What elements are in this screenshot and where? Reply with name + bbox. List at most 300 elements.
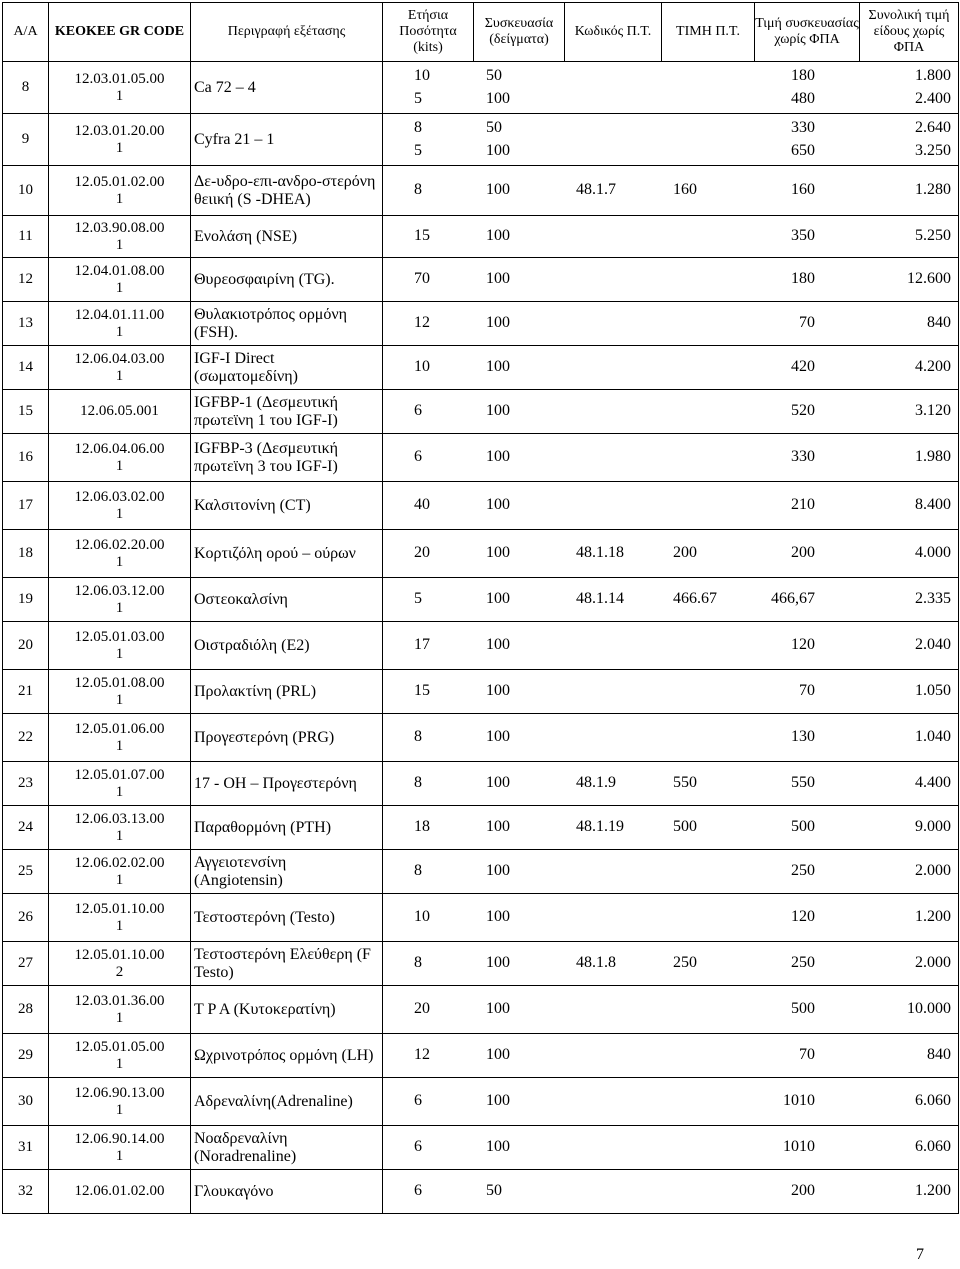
package-size: 100 (486, 682, 510, 699)
value-line (386, 140, 955, 163)
annual-quantity: 8 (414, 728, 422, 745)
row-code-main: 12.06.04.06.00 (74, 440, 165, 457)
package-price: 650 (791, 141, 815, 159)
package-size: 100 (486, 181, 510, 198)
row-code-suffix: 1 (115, 691, 124, 708)
package-price: 420 (791, 358, 815, 375)
row-number: 28 (3, 986, 49, 1034)
total-price: 2.000 (915, 954, 951, 971)
row-code (49, 894, 191, 942)
row-code-suffix: 2 (115, 963, 124, 980)
annual-quantity: 15 (414, 227, 430, 244)
row-values (383, 390, 959, 434)
row-description: Τεστοστερόνη Ελεύθερη (F Testo) (191, 942, 383, 986)
header-total: Συνολική τιμή είδους χωρίς ΦΠΑ (868, 8, 950, 55)
annual-quantity: 8 (414, 181, 422, 198)
package-price: 130 (791, 728, 815, 745)
header-aa: Α/Α (3, 3, 49, 62)
row-number: 19 (3, 578, 49, 622)
value-line (386, 1180, 955, 1203)
row-code-suffix: 1 (115, 1147, 124, 1164)
row-code-suffix: 1 (115, 139, 124, 156)
value-line (386, 356, 955, 379)
annual-quantity: 8 (414, 862, 422, 879)
table-row (3, 894, 959, 942)
row-code-main: 12.05.01.10.00 (74, 946, 165, 963)
total-price: 3.250 (915, 141, 951, 159)
annual-quantity: 6 (414, 402, 422, 419)
row-code-suffix: 1 (115, 737, 124, 754)
row-values (383, 258, 959, 302)
row-code-suffix: 1 (115, 457, 124, 474)
pt-price: 250 (673, 954, 697, 971)
header-price: ΤΙΜΗ Π.Τ. (662, 3, 755, 61)
package-price: 180 (791, 270, 815, 287)
package-size: 100 (486, 1000, 510, 1017)
pt-code: 48.1.8 (576, 954, 616, 971)
package-price: 466,67 (771, 590, 815, 607)
pt-price: 466.67 (673, 590, 717, 607)
row-description: Παραθορμόνη (PTH) (191, 806, 383, 850)
row-number: 23 (3, 762, 49, 806)
total-price: 6.060 (915, 1092, 951, 1109)
row-number: 24 (3, 806, 49, 850)
row-code (49, 302, 191, 346)
package-size: 100 (486, 141, 510, 159)
row-description: Προγεστερόνη (PRG) (191, 714, 383, 762)
annual-quantity: 8 (414, 954, 422, 971)
row-description: Δε-υδρο-επι-ανδρο-στερόνη θειική (S -DHEA) (191, 166, 383, 216)
annual-quantity: 10 (414, 908, 430, 925)
table-row (3, 670, 959, 714)
table-row (3, 114, 959, 166)
pt-code: 48.1.7 (576, 181, 616, 198)
row-values (383, 714, 959, 762)
row-values (383, 62, 959, 114)
row-code (49, 390, 191, 434)
pt-code: 48.1.14 (576, 590, 624, 607)
table-row (3, 482, 959, 530)
total-price: 840 (927, 314, 951, 331)
package-size: 100 (486, 728, 510, 745)
annual-quantity: 8 (414, 118, 422, 136)
row-code (49, 850, 191, 894)
package-size: 100 (486, 862, 510, 879)
row-code (49, 670, 191, 714)
value-line (386, 225, 955, 248)
tests-price-table (2, 2, 959, 1214)
table-row (3, 530, 959, 578)
row-code-main: 12.05.01.06.00 (74, 720, 165, 737)
table-row (3, 390, 959, 434)
row-number: 9 (3, 114, 49, 166)
row-description: Αδρεναλίνη(Adrenaline) (191, 1078, 383, 1126)
row-code (49, 216, 191, 258)
package-size: 100 (486, 908, 510, 925)
row-number: 22 (3, 714, 49, 762)
total-price: 1.980 (915, 448, 951, 465)
package-price: 120 (791, 908, 815, 925)
pt-price: 500 (673, 818, 697, 835)
total-price: 6.060 (915, 1138, 951, 1155)
row-values (383, 986, 959, 1034)
table-row (3, 434, 959, 482)
annual-quantity: 40 (414, 496, 430, 513)
value-line (386, 634, 955, 657)
row-code-suffix: 1 (115, 279, 124, 296)
row-description: Νοαδρεναλίνη (Noradrenaline) (191, 1126, 383, 1170)
row-description: Ca 72 – 4 (191, 62, 383, 114)
value-line (386, 400, 955, 423)
row-description: Τεστοστερόνη (Testo) (191, 894, 383, 942)
package-price: 1010 (783, 1138, 815, 1155)
table-row (3, 216, 959, 258)
row-code-main: 12.06.03.02.00 (74, 488, 165, 505)
annual-quantity: 17 (414, 636, 430, 653)
row-code-suffix: 1 (115, 190, 124, 207)
table-row (3, 622, 959, 670)
row-description: Θυρεοσφαιρίνη (TG). (191, 258, 383, 302)
row-values (383, 762, 959, 806)
row-number: 26 (3, 894, 49, 942)
row-code (49, 258, 191, 302)
package-size: 100 (486, 774, 510, 791)
row-code-main: 12.06.90.14.00 (74, 1130, 165, 1147)
package-size: 50 (486, 66, 502, 84)
row-code (49, 806, 191, 850)
row-number: 12 (3, 258, 49, 302)
table-row (3, 578, 959, 622)
total-price: 5.250 (915, 227, 951, 244)
total-price: 2.335 (915, 590, 951, 607)
row-code (49, 714, 191, 762)
row-code (49, 166, 191, 216)
total-price: 3.120 (915, 402, 951, 419)
row-code-main: 12.06.90.13.00 (74, 1084, 165, 1101)
table-row (3, 1034, 959, 1078)
table-row (3, 850, 959, 894)
table-row (3, 258, 959, 302)
annual-quantity: 12 (414, 314, 430, 331)
annual-quantity: 18 (414, 818, 430, 835)
package-price: 500 (791, 1000, 815, 1017)
row-code-main: 12.04.01.11.00 (74, 306, 165, 323)
package-size: 100 (486, 358, 510, 375)
row-values (383, 1034, 959, 1078)
value-line (386, 446, 955, 469)
package-size: 100 (486, 590, 510, 607)
package-size: 100 (486, 227, 510, 244)
row-code-main: 12.03.90.08.00 (74, 219, 165, 236)
total-price: 1.280 (915, 181, 951, 198)
row-values (383, 850, 959, 894)
package-size: 50 (486, 118, 502, 136)
pt-code: 48.1.9 (576, 774, 616, 791)
row-code-main: 12.05.01.02.00 (74, 173, 165, 190)
header-pcode: Κωδικός Π.Τ. (565, 3, 662, 61)
annual-quantity: 20 (414, 544, 430, 561)
row-description: IGF-I Direct (σωματομεδίνη) (191, 346, 383, 390)
row-values (383, 622, 959, 670)
row-description: Αγγειοτενσίνη (Angiotensin) (191, 850, 383, 894)
row-code (49, 1078, 191, 1126)
annual-quantity: 15 (414, 682, 430, 699)
pt-code: 48.1.19 (576, 818, 624, 835)
package-price: 520 (791, 402, 815, 419)
row-number: 25 (3, 850, 49, 894)
row-description: Κορτιζόλη ορού – ούρων (191, 530, 383, 578)
value-line (386, 860, 955, 883)
table-row (3, 986, 959, 1034)
header-qty: Ετήσια Ποσότητα (kits) (383, 3, 474, 61)
package-size: 100 (486, 954, 510, 971)
table-row (3, 346, 959, 390)
package-size: 100 (486, 496, 510, 513)
row-code (49, 762, 191, 806)
row-description: IGFBP-3 (Δεσμευτική πρωτεϊνη 3 του IGF-I) (191, 434, 383, 482)
row-code-main: 12.06.02.20.00 (74, 536, 165, 553)
package-size: 100 (486, 636, 510, 653)
row-code-suffix: 1 (115, 917, 124, 934)
total-price: 2.640 (915, 118, 951, 136)
total-price: 1.050 (915, 682, 951, 699)
pt-price: 160 (673, 181, 697, 198)
package-size: 100 (486, 314, 510, 331)
value-line (386, 494, 955, 517)
package-price: 480 (791, 89, 815, 107)
page-number: 7 (916, 1246, 924, 1263)
package-size: 100 (486, 270, 510, 287)
row-code (49, 530, 191, 578)
package-price: 330 (791, 448, 815, 465)
package-size: 100 (486, 89, 510, 107)
value-line (386, 117, 955, 140)
package-size: 50 (486, 1182, 502, 1199)
row-number: 29 (3, 1034, 49, 1078)
annual-quantity: 5 (414, 89, 422, 107)
row-values (383, 942, 959, 986)
row-code-main: 12.06.05.001 (80, 403, 159, 419)
row-number: 14 (3, 346, 49, 390)
row-code (49, 622, 191, 670)
package-price: 70 (799, 1046, 815, 1063)
row-description: T P A (Κυτοκερατίνη) (191, 986, 383, 1034)
annual-quantity: 20 (414, 1000, 430, 1017)
row-code-suffix: 1 (115, 367, 124, 384)
package-price: 250 (791, 862, 815, 879)
package-size: 100 (486, 818, 510, 835)
row-code-suffix: 1 (115, 1055, 124, 1072)
row-values (383, 302, 959, 346)
annual-quantity: 70 (414, 270, 430, 287)
value-line (386, 268, 955, 291)
package-price: 210 (791, 496, 815, 513)
row-description: 17 - OH – Προγεστερόνη (191, 762, 383, 806)
value-line (386, 312, 955, 335)
row-description: Οιστραδιόλη (E2) (191, 622, 383, 670)
total-price: 4.400 (915, 774, 951, 791)
value-line (386, 542, 955, 565)
package-price: 180 (791, 66, 815, 84)
row-values (383, 1126, 959, 1170)
header-pack: Συσκευασία (δείγματα) (474, 3, 565, 61)
row-number: 20 (3, 622, 49, 670)
row-code (49, 482, 191, 530)
value-line (386, 179, 955, 202)
total-price: 1.040 (915, 728, 951, 745)
total-price: 8.400 (915, 496, 951, 513)
row-code (49, 114, 191, 166)
table-row (3, 62, 959, 114)
row-code-main: 12.05.01.08.00 (74, 674, 165, 691)
table-row (3, 166, 959, 216)
row-code-suffix: 1 (115, 323, 124, 340)
value-line (386, 772, 955, 795)
total-price: 2.400 (915, 89, 951, 107)
package-size: 100 (486, 1138, 510, 1155)
table-row (3, 302, 959, 346)
package-price: 120 (791, 636, 815, 653)
total-price: 2.000 (915, 862, 951, 879)
total-price: 10.000 (907, 1000, 951, 1017)
row-description: Καλσιτονίνη (CT) (191, 482, 383, 530)
row-number: 10 (3, 166, 49, 216)
row-code-main: 12.05.01.05.00 (74, 1038, 165, 1055)
package-price: 1010 (783, 1092, 815, 1109)
row-number: 16 (3, 434, 49, 482)
row-description: Θυλακιοτρόπος ορμόνη (FSH). (191, 302, 383, 346)
annual-quantity: 6 (414, 1138, 422, 1155)
row-code-suffix: 1 (115, 553, 124, 570)
row-code (49, 1126, 191, 1170)
annual-quantity: 6 (414, 448, 422, 465)
table-row (3, 806, 959, 850)
row-values (383, 114, 959, 166)
value-line (386, 588, 955, 611)
table-row (3, 1078, 959, 1126)
row-description: Γλουκαγόνο (191, 1170, 383, 1214)
annual-quantity: 6 (414, 1092, 422, 1109)
package-price: 500 (791, 818, 815, 835)
table-row (3, 762, 959, 806)
package-size: 100 (486, 1046, 510, 1063)
row-code-suffix: 1 (115, 1009, 124, 1026)
row-code-main: 12.06.01.02.00 (74, 1183, 165, 1199)
row-code-suffix: 1 (115, 599, 124, 616)
header-desc: Περιγραφή εξέτασης (191, 3, 383, 62)
total-price: 2.040 (915, 636, 951, 653)
row-code-main: 12.06.03.12.00 (74, 582, 165, 599)
package-price: 160 (791, 181, 815, 198)
row-code-suffix: 1 (115, 783, 124, 800)
row-code (49, 1170, 191, 1214)
value-line (386, 1090, 955, 1113)
annual-quantity: 10 (414, 358, 430, 375)
annual-quantity: 6 (414, 1182, 422, 1199)
row-values (383, 1170, 959, 1214)
row-number: 13 (3, 302, 49, 346)
row-number: 32 (3, 1170, 49, 1214)
package-price: 70 (799, 682, 815, 699)
row-values (383, 806, 959, 850)
header-row (3, 3, 959, 62)
row-values (383, 1078, 959, 1126)
value-line (386, 906, 955, 929)
total-price: 1.200 (915, 1182, 951, 1199)
row-code-suffix: 1 (115, 827, 124, 844)
package-size: 100 (486, 402, 510, 419)
pt-code: 48.1.18 (576, 544, 624, 561)
package-size: 100 (486, 448, 510, 465)
package-price: 330 (791, 118, 815, 136)
row-code-main: 12.05.01.07.00 (74, 766, 165, 783)
row-code-main: 12.03.01.20.00 (74, 122, 165, 139)
total-price: 4.000 (915, 544, 951, 561)
total-price: 1.200 (915, 908, 951, 925)
annual-quantity: 5 (414, 141, 422, 159)
row-code-main: 12.04.01.08.00 (74, 262, 165, 279)
row-number: 30 (3, 1078, 49, 1126)
total-price: 4.200 (915, 358, 951, 375)
table-row (3, 942, 959, 986)
package-price: 350 (791, 227, 815, 244)
pt-price: 200 (673, 544, 697, 561)
row-values (383, 482, 959, 530)
row-code (49, 986, 191, 1034)
row-description: IGFBP-1 (Δεσμευτική πρωτεϊνη 1 του IGF-I) (191, 390, 383, 434)
table-row (3, 714, 959, 762)
package-price: 200 (791, 544, 815, 561)
row-code-main: 12.06.03.13.00 (74, 810, 165, 827)
row-code (49, 346, 191, 390)
row-number: 17 (3, 482, 49, 530)
row-code-suffix: 1 (115, 505, 124, 522)
row-code-main: 12.05.01.03.00 (74, 628, 165, 645)
header-values (383, 3, 959, 62)
package-size: 100 (486, 544, 510, 561)
row-code (49, 434, 191, 482)
annual-quantity: 10 (414, 66, 430, 84)
value-line (386, 1044, 955, 1067)
table-body (3, 62, 959, 1214)
row-description: Ωχρινοτρόπος ορμόνη (LH) (191, 1034, 383, 1078)
total-price: 12.600 (907, 270, 951, 287)
row-description: Προλακτίνη (PRL) (191, 670, 383, 714)
row-code-suffix: 1 (115, 1101, 124, 1118)
value-line (386, 1136, 955, 1159)
row-number: 15 (3, 390, 49, 434)
row-number: 21 (3, 670, 49, 714)
annual-quantity: 8 (414, 774, 422, 791)
row-code-suffix: 1 (115, 87, 124, 104)
header-unit: Τιμή συσκευασίας χωρίς ΦΠΑ (755, 3, 860, 61)
row-number: 31 (3, 1126, 49, 1170)
table-row (3, 1170, 959, 1214)
value-line (386, 680, 955, 703)
package-price: 200 (791, 1182, 815, 1199)
value-line (386, 816, 955, 839)
package-price: 250 (791, 954, 815, 971)
row-code-main: 12.03.01.36.00 (74, 992, 165, 1009)
row-code-main: 12.05.01.10.00 (74, 900, 165, 917)
value-line (386, 952, 955, 975)
row-values (383, 346, 959, 390)
package-price: 550 (791, 774, 815, 791)
row-code-suffix: 1 (115, 871, 124, 888)
total-price: 1.800 (915, 66, 951, 84)
package-size: 100 (486, 1092, 510, 1109)
row-code-main: 12.06.02.02.00 (74, 854, 165, 871)
